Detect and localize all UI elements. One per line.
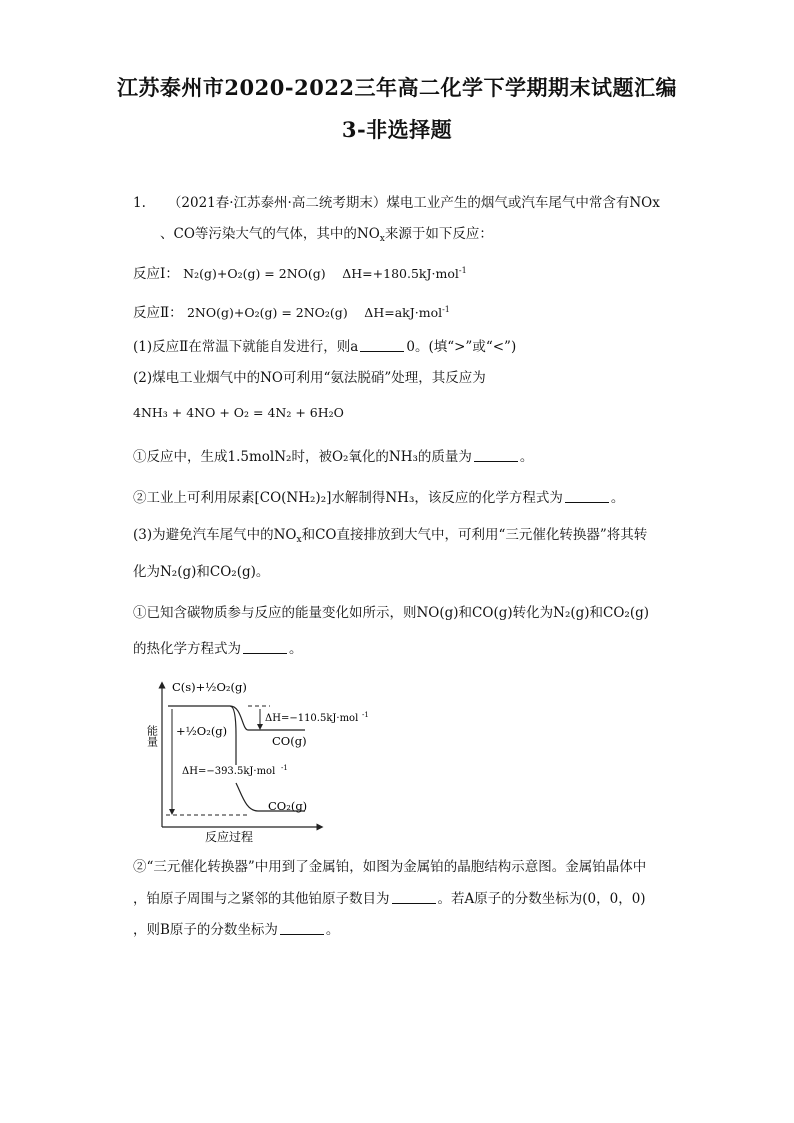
co-dh-sup: -1	[362, 711, 369, 719]
question-number: 1.	[133, 195, 146, 211]
top-state-label: C(s)+½O₂(g)	[172, 680, 247, 694]
co-dh-label: ΔH=−110.5kJ·mol	[265, 713, 359, 724]
doc-title-line1: 江苏泰州市2020-2022三年高二化学下学期期末试题汇编	[116, 75, 678, 100]
part-3-2-text-mid: 。若A原子的分数坐标为(0，0，0)	[437, 891, 646, 907]
answer-blank-4[interactable]	[243, 641, 287, 654]
answer-blank-5[interactable]	[392, 891, 436, 904]
part-3-sub-2-line1: ②“三元催化转换器”中用到了金属铂，如图为金属铂的晶胞结构示意图。金属铂晶体中	[133, 859, 647, 875]
answer-blank-1[interactable]	[360, 339, 404, 352]
reaction-2-enthalpy: ΔH=akJ·mol	[364, 305, 443, 320]
doc-title-line2: 3-非选择题	[341, 117, 453, 142]
co2-dh-label: ΔH=−393.5kJ·mol	[182, 766, 276, 777]
part-3-line1	[133, 526, 647, 549]
part-3-line2: 化为N₂(g)和CO₂(g)。	[133, 564, 270, 580]
intro-sub: x	[379, 234, 385, 244]
part-3-2-end: 。	[325, 922, 340, 938]
part-3-sub-2-line2	[133, 890, 646, 908]
part-1-text: (1)反应Ⅱ在常温下就能自发进行，则a	[133, 339, 359, 355]
part-3-sub-1-line1: ①已知含碳物质参与反应的能量变化如所示，则NO(g)和CO(g)转化为N₂(g)和CO₂(g)	[133, 605, 650, 621]
part-3-sub: x	[296, 535, 302, 545]
reaction-1-label: 反应Ⅰ：	[133, 266, 179, 282]
reaction-1-enthalpy: ΔH=+180.5kJ·mol	[342, 266, 459, 281]
question-1-line1	[133, 194, 660, 212]
part-3-2-text-d: ，则B原子的分数坐标为	[133, 922, 278, 938]
part-3-text-a-end: 和CO直接排放到大气中，可利用“三元催化转换器”将其转	[301, 527, 648, 543]
part-3-sub-2-line3	[133, 921, 339, 939]
reaction-2-equation: 2NO(g)+O₂(g) = 2NO₂(g)	[186, 305, 348, 320]
question-source: （2021春·江苏泰州·高二统考期末）	[167, 195, 387, 211]
x-axis-label: 反应过程	[205, 830, 254, 844]
part-3-sub-1-line2	[133, 640, 303, 658]
part-2-1-text: ①反应中，生成1.5molN₂时，被O₂氧化的NH₃的质量为	[133, 449, 472, 465]
question-1-line2	[160, 225, 493, 248]
part-3-1-text: 的热化学方程式为	[133, 641, 241, 657]
intro-text-b: 、CO等污染大气的气体，其中的NO	[160, 226, 380, 242]
part-2-equation: 4NH₃ + 4NO + O₂ = 4N₂ + 6H₂O	[133, 405, 344, 420]
part-3-text-a: (3)为避免汽车尾气中的NO	[133, 527, 297, 543]
reaction-2-sup: -1	[442, 305, 450, 314]
intro-text-a: 煤电工业产生的烟气或汽车尾气中常含有NOx	[386, 195, 660, 211]
reaction-1-sup: -1	[458, 266, 467, 275]
mid-add-label: +½O₂(g)	[176, 724, 228, 738]
co-label: CO(g)	[272, 734, 307, 748]
part-2-2-text: ②工业上可利用尿素[CO(NH₂)₂]水解制得NH₃，该反应的化学方程式为	[133, 490, 563, 506]
part-3-1-end: 。	[289, 641, 303, 657]
co2-dh-sup: -1	[281, 764, 288, 772]
part-2-sub-1	[133, 448, 533, 466]
part-3-2-text: ，铂原子周围与之紧邻的其他铂原子数目为	[133, 891, 390, 907]
part-1-text-end: 0。(填“>”或“<”)	[406, 339, 517, 355]
reaction-1-equation: N₂(g)+O₂(g) = 2NO(g)	[183, 266, 326, 281]
reaction-2	[133, 301, 450, 322]
y-axis-label: 能量	[145, 725, 159, 747]
co2-label: CO₂(g)	[268, 799, 308, 813]
part-2-sub-2	[133, 489, 624, 507]
split-curve	[230, 706, 236, 765]
energy-diagram	[145, 675, 390, 845]
reaction-1	[133, 262, 467, 283]
answer-blank-6[interactable]	[280, 922, 324, 935]
intro-text-b-end: 来源于如下反应：	[384, 226, 493, 242]
answer-blank-3[interactable]	[565, 490, 609, 503]
part-1	[133, 338, 516, 356]
part-2-1-end: 。	[519, 449, 534, 465]
answer-blank-2[interactable]	[474, 449, 518, 462]
part-2: (2)煤电工业烟气中的NO可利用“氨法脱硝”处理，其反应为	[133, 370, 486, 386]
part-2-2-end: 。	[610, 490, 625, 506]
reaction-2-label: 反应Ⅱ：	[133, 305, 183, 321]
